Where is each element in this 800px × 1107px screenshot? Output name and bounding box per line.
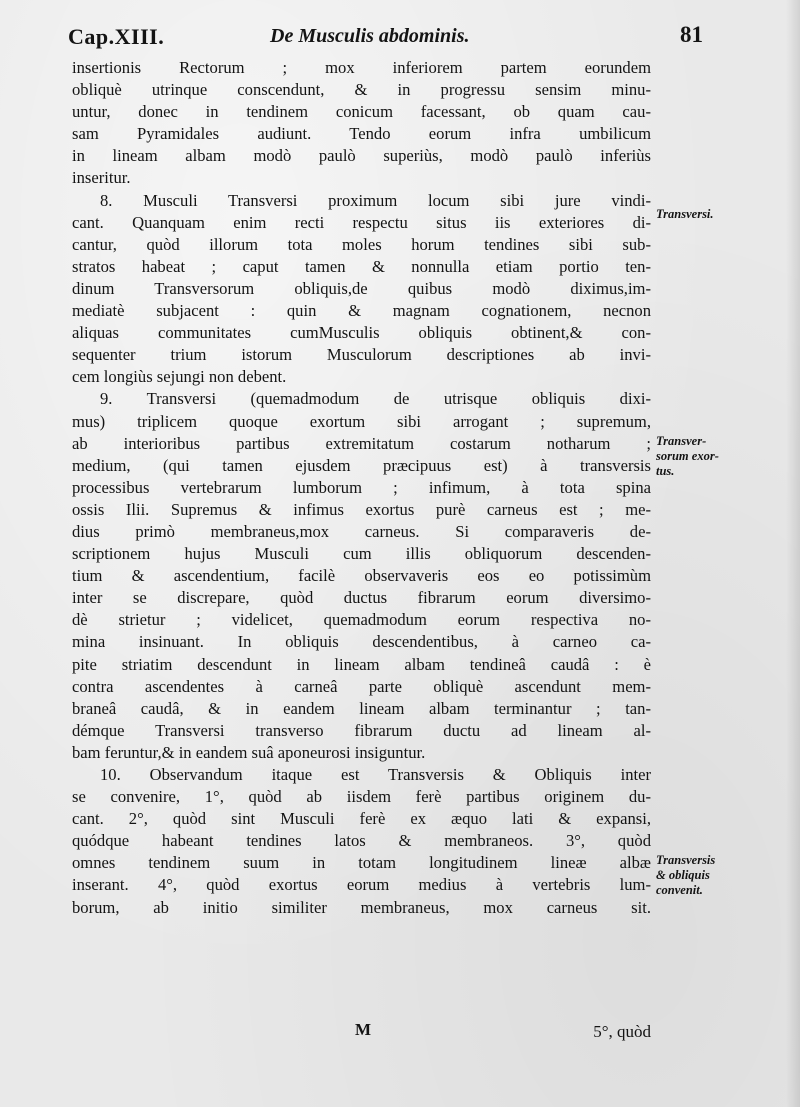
body-text	[72, 57, 651, 919]
text-line: scriptionem hujus Musculi cum illis obliquorum descenden-	[72, 544, 651, 564]
text-line: ab interioribus partibus extremitatum costarum notharum ;	[72, 433, 651, 453]
signature-mark: M	[355, 1020, 372, 1039]
text-line: dè strietur ; videlicet, quemadmodum eorum respectiva no-	[72, 610, 651, 630]
text-line: 9. Transversi (quemadmodum de utrisque obliquis dixi-	[100, 389, 651, 409]
text-line: cant. 2°, quòd sint Musculi ferè ex æquo lati & expansi,	[72, 809, 651, 829]
text-line: braneâ caudâ, & in eandem lineam albam terminantur ; tan-	[72, 698, 651, 718]
text-line: inseritur.	[72, 168, 131, 188]
text-line: mus) triplicem quoque exortum sibi arrogant ; supremum,	[72, 411, 651, 431]
text-line: omnes tendinem suum in totam longitudinem lineæ albæ	[72, 853, 651, 873]
text-line: mina insinuant. In obliquis descendentibus, à carneo ca-	[72, 632, 651, 652]
text-line: dinum Transversorum obliquis,de quibus modò diximus,im-	[72, 278, 651, 298]
text-line: cem longiùs sejungi non debent.	[72, 367, 287, 387]
text-line: bam feruntur,& in eandem suâ aponeurosi insiguntur.	[72, 742, 426, 762]
margin-note-line: sorum exor-	[656, 449, 719, 463]
text-line: mediatè subjacent : quin & magnam cognationem, necnon	[72, 301, 651, 321]
margin-note-line: tus.	[656, 464, 675, 478]
text-line: sam Pyramidales audiunt. Tendo eorum infra umbilicum	[72, 124, 651, 144]
page-number: 81	[680, 22, 703, 47]
text-line: inter se discrepare, quòd ductus fibrarum eorum diversimo-	[72, 588, 651, 608]
text-line: contra ascendentes à carneâ parte obliquè ascendunt mem-	[72, 676, 651, 696]
margin-note-transversi	[656, 207, 714, 222]
text-line: borum, ab initio similiter membraneus, mox carneus sit.	[72, 897, 651, 917]
margin-note-transversis-obliquis	[656, 853, 715, 898]
text-line: aliquas communitates cumMusculis obliquis obtinent,& con-	[72, 323, 651, 343]
text-line: 8. Musculi Transversi proximum locum sibi jure vindi-	[100, 190, 651, 210]
text-line: tium & ascendentium, facilè observaveris eos eo potissimùm	[72, 566, 651, 586]
text-line: medium, (qui tamen ejusdem præcipuus est) à transversis	[72, 455, 651, 475]
text-line: dius primò membraneus,mox carneus. Si comparaveris de-	[72, 521, 651, 541]
margin-note-line: & obliquis	[656, 868, 710, 882]
text-line: quódque habeant tendines latos & membraneos. 3°, quòd	[72, 831, 651, 851]
running-title: De Musculis abdominis.	[270, 25, 470, 47]
margin-note-line: Transversis	[656, 853, 716, 867]
catchword: 5°, quòd	[593, 1022, 651, 1041]
text-line: in lineam albam modò paulò superiùs, modò paulò inferiùs	[72, 146, 651, 166]
text-line: sequenter trium istorum Musculorum descriptiones ab invi-	[72, 345, 651, 365]
margin-note-line: convenit.	[656, 883, 703, 897]
margin-note-transversorum-exortus	[656, 434, 719, 479]
text-line: démque Transversi transverso fibrarum ductu ad lineam al-	[72, 720, 651, 740]
running-header	[68, 20, 703, 54]
page-footer	[72, 1020, 651, 1044]
margin-note-line: Transversi.	[656, 207, 714, 221]
chapter-label: Cap.XIII.	[68, 24, 165, 49]
margin-note-line: Transver-	[656, 434, 707, 448]
text-line: insertionis Rectorum ; mox inferiorem partem eorundem	[72, 58, 651, 77]
page-edge-shadow	[786, 0, 800, 1107]
text-line: stratos habeat ; caput tamen & nonnulla etiam portio ten-	[72, 256, 651, 276]
text-line: 10. Observandum itaque est Transversis & Obliquis inter	[100, 765, 651, 784]
text-line: inserant. 4°, quòd exortus eorum medius à vertebris lum-	[72, 875, 651, 895]
text-line: processibus vertebrarum lumborum ; infimum, à tota spina	[72, 477, 651, 497]
text-line: ossis Ilii. Supremus & infimus exortus purè carneus est ; me-	[72, 499, 651, 519]
text-line: cantur, quòd illorum tota moles horum tendines sibi sub-	[72, 234, 651, 254]
text-line: se convenire, 1°, quòd ab iisdem ferè partibus originem du-	[72, 787, 651, 807]
text-line: cant. Quanquam enim recti respectu situs iis exteriores di-	[72, 212, 651, 232]
text-line: untur, donec in tendinem conicum facessant, ob quam cau-	[72, 102, 651, 122]
text-line: pite striatim descendunt in lineam albam tendineâ caudâ : è	[72, 654, 651, 674]
text-line: obliquè utrinque conscendunt, & in progressu sensim minu-	[72, 80, 651, 100]
